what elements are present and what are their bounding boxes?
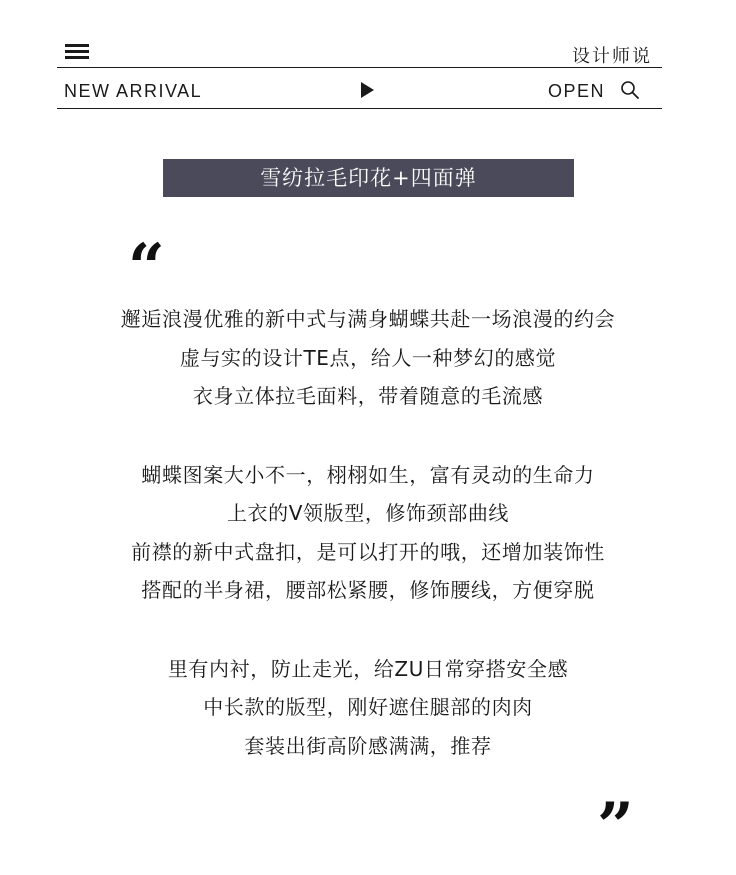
description-line: 虚与实的设计TE点，给人一种梦幻的感觉 xyxy=(179,345,557,370)
description-line: 套装出街高阶感满满，推荐 xyxy=(244,733,492,758)
description-line: 里有内衬，防止走光，给ZU日常穿搭安全感 xyxy=(167,656,569,681)
description-line: 上衣的V领版型，修饰颈部曲线 xyxy=(226,501,510,525)
search-icon[interactable] xyxy=(620,80,640,100)
new-arrival-label[interactable]: NEW ARRIVAL xyxy=(64,81,203,101)
description-line: 邂逅浪漫优雅的新中式与满身蝴蝶共赴一场浪漫的约会 xyxy=(120,307,616,331)
description-line: 前襟的新中式盘扣，是可以打开的哦，还增加装饰性 xyxy=(131,539,605,564)
description-paragraph xyxy=(0,300,736,416)
open-quote-mark: “ xyxy=(128,230,165,305)
menu-icon[interactable] xyxy=(65,44,89,60)
close-quote-mark: ” xyxy=(597,789,634,864)
header-divider-bottom xyxy=(57,108,662,109)
product-title-banner: 雪纺拉毛印花+四面弹 xyxy=(163,159,574,197)
play-icon[interactable] xyxy=(361,82,374,98)
description-paragraph xyxy=(0,650,736,766)
description-line: 蝴蝶图案大小不一，栩栩如生，富有灵动的生命力 xyxy=(141,462,595,487)
description-line: 衣身立体拉毛面料，带着随意的毛流感 xyxy=(192,384,544,408)
brand-title: 设计师说 xyxy=(572,46,652,67)
description-body xyxy=(0,300,736,805)
description-line: 搭配的半身裙，腰部松紧腰，修饰腰线，方便穿脱 xyxy=(141,578,595,602)
description-paragraph xyxy=(0,456,736,610)
description-line: 中长款的版型，刚好遮住腿部的肉肉 xyxy=(203,695,533,719)
open-label[interactable]: OPEN xyxy=(548,81,606,101)
header-divider-top xyxy=(57,67,662,68)
